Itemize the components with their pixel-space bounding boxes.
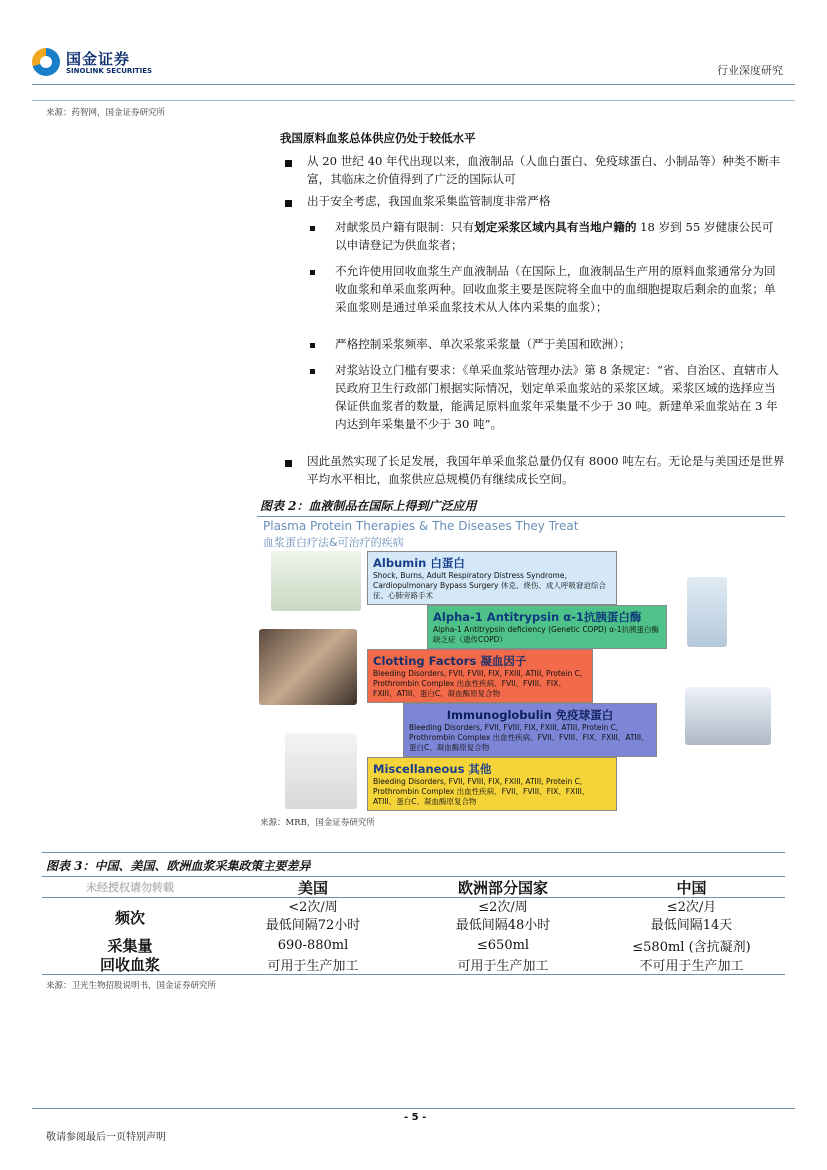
panel-clotting xyxy=(367,649,593,703)
panel-alpha1-title: Alpha-1 Antitrypsin α-1抗胰蛋白酶 xyxy=(433,610,642,624)
panel-misc-desc: Bleeding Disorders, FVII, FVIII, FIX, FXIII, ATIII, Protein C, Prothrombin Complex 出血性疾病、FVII、FVIII、FIX、FXIII、ATIII、蛋白C、凝血酶原复合物 xyxy=(373,777,590,806)
company-logo xyxy=(32,46,162,80)
source-top: 来源：药智网，国金证券研究所 xyxy=(46,108,166,118)
table-cell: 可用于生产加工 xyxy=(267,959,359,974)
sub-bullet-icon xyxy=(310,270,315,275)
table-cell: 可用于生产加工 xyxy=(457,959,549,974)
cell-line: <2次/周 xyxy=(288,900,338,915)
figure-3-title: 图表 3：中国、美国、欧洲血浆采集政策主要差异 xyxy=(46,859,311,873)
section-label: 行业深度研究 xyxy=(717,64,783,77)
sub-bullet-1-text xyxy=(335,218,785,254)
cell-line: ≤2次/周 xyxy=(478,900,528,915)
injection-photo xyxy=(259,629,357,705)
row-label-frequency: 频次 xyxy=(114,908,145,927)
sub-bullet-icon xyxy=(310,226,315,231)
figure-2-image xyxy=(257,516,785,813)
figure-3-top-rule xyxy=(42,852,785,853)
logo-text-cn: 国金证券 xyxy=(66,50,131,68)
footer-disclaimer: 敬请参阅最后一页特别声明 xyxy=(46,1132,166,1143)
table-row xyxy=(42,955,785,974)
table-header-row xyxy=(42,877,785,897)
table-cell: 不可用于生产加工 xyxy=(639,959,744,974)
sub-bullet-1-post: 18 岁到 55 岁健康公民可以申请登记为供血浆者； xyxy=(335,220,774,252)
panel-miscellaneous xyxy=(367,757,617,811)
sub-bullet-3-text: 严格控制采浆频率、单次采浆采浆量（严于美国和欧洲）； xyxy=(335,337,631,351)
page-number: - 5 - xyxy=(404,1112,427,1123)
sub-bullet-1-pre: 对献浆员户籍有限制：只有 xyxy=(335,220,475,234)
panel-alpha1 xyxy=(427,605,667,649)
panel-immunoglobulin xyxy=(403,703,657,757)
panel-alpha1-desc: Alpha-1 Antitrypsin deficiency (Genetic COPD) α-1抗胰蛋白酶缺乏症（遗传COPD） xyxy=(433,625,659,644)
table-cell xyxy=(218,899,408,935)
panel-immunoglobulin-title: Immunoglobulin 免疫球蛋白 xyxy=(446,708,614,722)
col-europe: 欧洲部分国家 xyxy=(457,878,548,897)
comparison-table xyxy=(42,877,785,975)
logo-text-en: SINOLINK SECURITIES xyxy=(66,67,153,75)
cell-line: 最低间隔72小时 xyxy=(265,918,361,933)
panel-albumin-title: Albumin 白蛋白 xyxy=(373,556,465,570)
section-heading: 我国原料血浆总体供应仍处于较低水平 xyxy=(280,131,476,145)
table-cell xyxy=(408,899,598,935)
table-row xyxy=(42,898,785,936)
header-rule xyxy=(32,84,795,85)
table-cell: 690-880ml xyxy=(277,938,349,953)
cell-line: 最低间隔48小时 xyxy=(455,918,551,933)
col-china: 中国 xyxy=(676,878,707,897)
panel-misc-title: Miscellaneous 其他 xyxy=(373,762,492,776)
figure-2-title-cn: 血浆蛋白疗法&可治疗的疾病 xyxy=(263,536,404,549)
table-cell: ≤580ml (含抗凝剂) xyxy=(632,940,751,955)
figure-2-source: 来源：MRB，国金证券研究所 xyxy=(260,818,375,828)
table-row xyxy=(42,936,785,955)
sub-bullet-1-bold: 划定采浆区域内具有当地户籍的 xyxy=(474,220,637,234)
bullet-3-text: 因此虽然实现了长足发展，我国年单采血浆总量仍仅有 8000 吨左右。无论是与美国还是世界平均水平相比，血浆供应总规模仍有继续成长空间。 xyxy=(307,454,785,486)
panel-albumin xyxy=(367,551,617,605)
panel-clotting-title: Clotting Factors 凝血因子 xyxy=(373,654,527,668)
sub-bullet-icon xyxy=(310,369,315,374)
panel-immunoglobulin-desc: Bleeding Disorders, FVII, FVIII, FIX, FXIII, ATIII, Protein C, Prothrombin Complex 出血性疾病、FVII、FVIII、FIX、FXIII、ATIII、蛋白C、凝血酶原复合物 xyxy=(409,723,649,752)
product-box-image xyxy=(271,551,361,611)
vial-box-image xyxy=(285,733,357,809)
product-boxes-image xyxy=(685,687,771,745)
cell-line: 最低间隔14天 xyxy=(650,918,733,933)
footer-rule xyxy=(32,1108,795,1109)
sub-bullet-icon xyxy=(310,343,315,348)
bullet-1-text: 从 20 世纪 40 年代出现以来，血液制品（人血白蛋白、免疫球蛋白、小制品等）种类不断丰富，其临床之价值得到了广泛的国际认可 xyxy=(307,154,781,186)
header-rule-2 xyxy=(32,100,795,101)
bullet-2-text: 出于安全考虑，我国血浆采集监管制度非常严格 xyxy=(307,194,551,208)
table-cell xyxy=(598,899,785,935)
figure-2-title: 图表 2：血液制品在国际上得到广泛应用 xyxy=(260,499,477,513)
sub-bullet-4-text: 对浆站设立门槛有要求：《单采血浆站管理办法》第 8 条规定：“省、自治区、直辖市人民政府卫生行政部门根据实际情况，划定单采血浆站的采浆区域。采浆区域的选择应当保证供血浆者的数量，能满足原料血浆年采集量不少于 30 吨。新建单采血浆站在 3 年内达到年采集量不少于 30 吨”。 xyxy=(335,363,779,431)
panel-clotting-desc: Bleeding Disorders, FVII, FVIII, FIX, FXIII, ATIII, Protein C, Prothrombin Complex 出血性疾病、FVII、FVIII、FIX、FXIII、ATIII、蛋白C、凝血酶原复合物 xyxy=(373,669,583,698)
sub-bullet-2-text: 不允许使用回收血浆生产血液制品（在国际上，血液制品生产用的原料血浆通常分为回收血浆和单采血浆两种。回收血浆主要是医院将全血中的血细胞提取后剩余的血浆；单采血浆则是通过单采血浆技术从人体内采集的血浆）； xyxy=(335,264,776,314)
col-usa: 美国 xyxy=(297,878,328,897)
row-label-volume: 采集量 xyxy=(107,937,153,955)
panel-albumin-desc: Shock, Burns, Adult Respiratory Distress Syndrome, Cardiopulmonary Bypass Surgery 休克、烧伤、成人呼吸窘迫综合征、心肺旁路手术 xyxy=(373,571,606,600)
row-label-recovered: 回收血浆 xyxy=(99,956,160,974)
bullet-square-icon xyxy=(285,160,292,167)
bullet-square-icon xyxy=(285,200,292,207)
logo-mark-icon xyxy=(32,48,60,76)
bullet-square-icon xyxy=(285,460,292,467)
table-cell: ≤650ml xyxy=(476,938,530,953)
table-watermark: 未经授权请勿转载 xyxy=(86,881,174,894)
vial-image xyxy=(687,577,727,647)
figure-2-title-en: Plasma Protein Therapies & The Diseases They Treat xyxy=(263,519,579,533)
cell-line: ≤2次/月 xyxy=(666,900,717,915)
figure-3-source: 来源：卫光生物招股说明书，国金证券研究所 xyxy=(46,981,217,991)
